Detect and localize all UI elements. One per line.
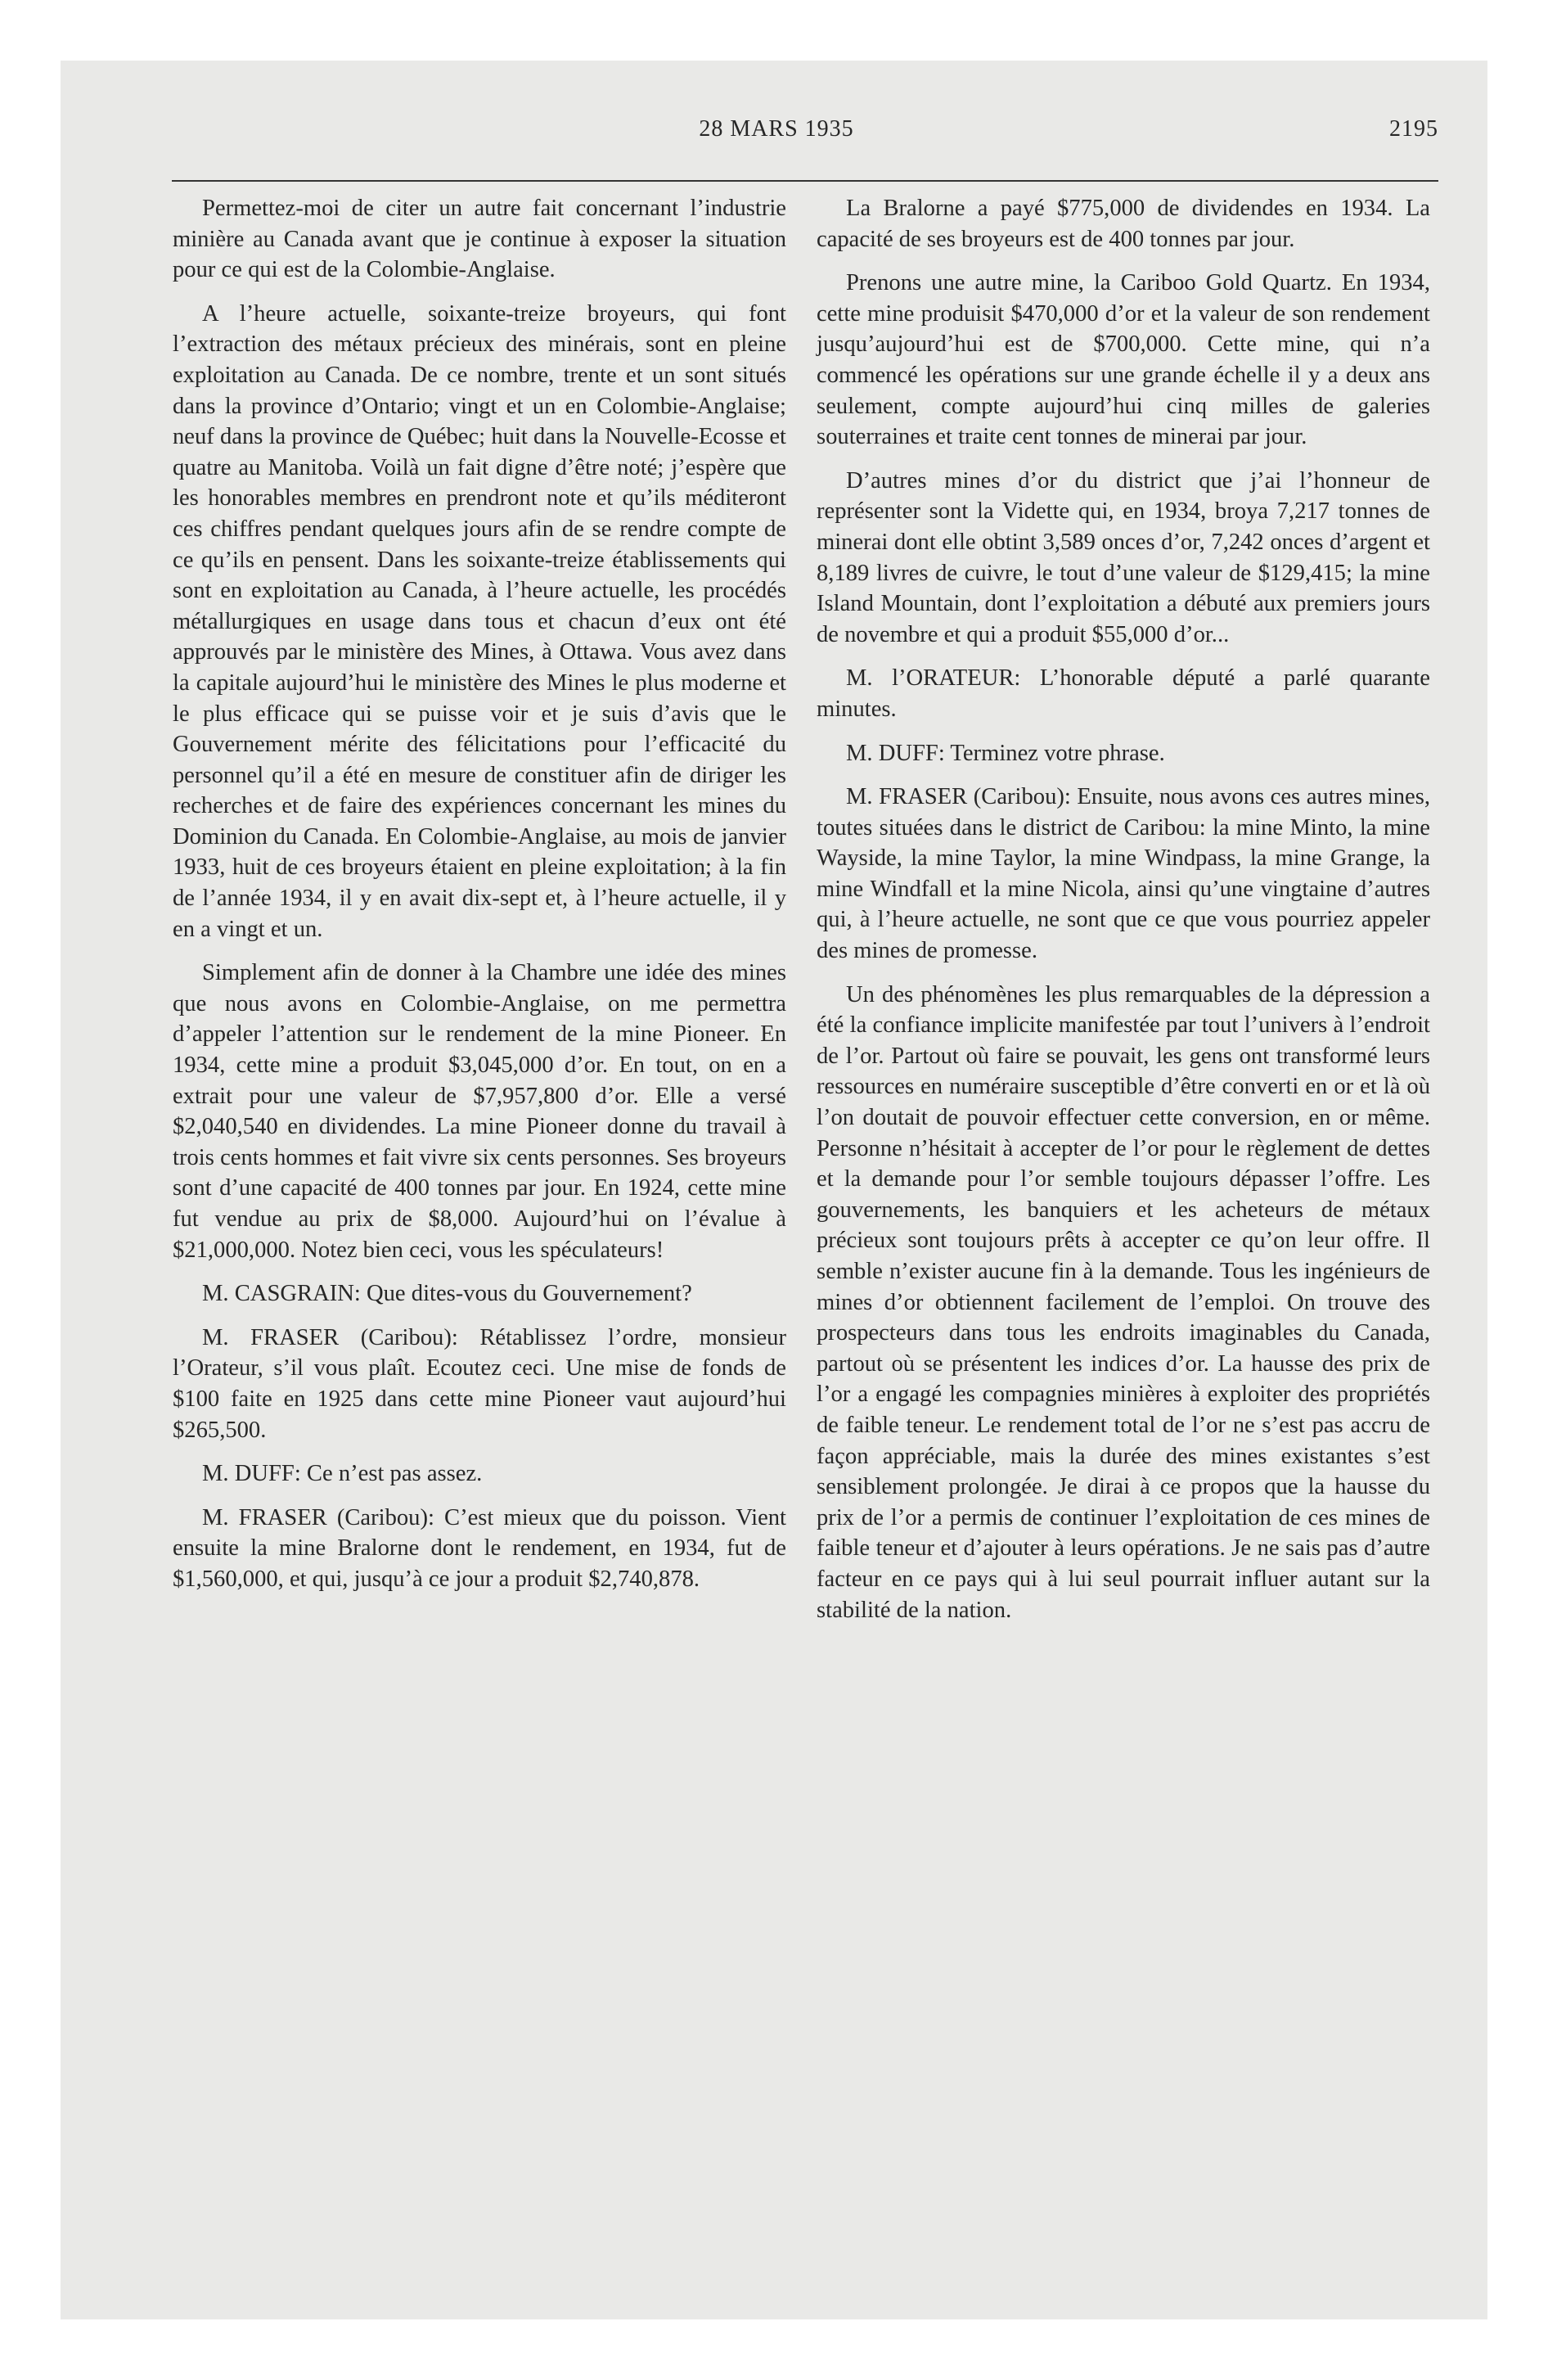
paragraph: M. FRASER (Caribou): Ensuite, nous avons ces autres mines, toutes situées dans le district de Caribou: la mine Minto, la mine Wayside, la mine Taylor, la mine Windpass, la mine Grange, la mine Windfall et la mine Nicola, ainsi qu’une vingtaine d’autres qui, à l’heure actuelle, ne sont que ce que vous pourriez appeler des mines de promesse. [817,784,1430,964]
header-rule [172,180,1438,182]
paragraph: Prenons une autre mine, la Cariboo Gold Quartz. En 1934, cette mine produisit $470,000 d’or et la valeur de son rendement jusqu’aujourd’hui est de $700,000. Cette mine, qui n’a commencé les opérations sur une grande échelle il y a deux ans seulement, compte aujourd’hui cinq milles de galeries souterraines et traite cent tonnes de minerai par jour. [817,270,1430,450]
paragraph: Simplement afin de donner à la Chambre une idée des mines que nous avons en Colombie-Anglaise, on me permettra d’appeler l’attention sur le rendement de la mine Pioneer. En 1934, cette mine a produit $3,045,000 d’or. En tout, on en a extrait pour une valeur de $7,957,800 d’or. Elle a versé $2,040,540 en dividendes. La mine Pioneer donne du travail à trois cents hommes et fait vivre six cents personnes. Ses broyeurs sont d’une capacité de 400 tonnes par jour. En 1924, cette mine fut vendue au prix de $8,000. Aujourd’hui on l’évalue à $21,000,000. Notez bien ceci, vous les spéculateurs! [173,960,786,1263]
paragraph: Permettez-moi de citer un autre fait concernant l’industrie minière au Canada avant que je continue à exposer la situation pour ce qui est de la Colombie-Anglaise. [173,196,786,283]
right-column [817,193,1430,1639]
paragraph: La Bralorne a payé $775,000 de dividendes en 1934. La capacité de ses broyeurs est de 400 tonnes par jour. [817,196,1430,252]
paragraph: M. DUFF: Ce n’est pas assez. [202,1461,483,1487]
header-date: 28 MARS 1935 [699,116,854,142]
paragraph: M. l’ORATEUR: L’honorable député a parlé quarante minutes. [817,665,1430,722]
left-column [173,193,786,1608]
paragraph: Un des phénomènes les plus remarquables de la dépression a été la confiance implicite manifestée par tout l’univers à l’endroit de l’or. Partout où faire se pouvait, les gens ont transformé leurs ressources en numéraire susceptible d’être converti en or et là où l’on doutait de pouvoir effectuer cette conversion, en or même. Personne n’hésitait à accepter de l’or pour le règlement de dettes et la demande pour l’or semble toujours dépasser l’offre. Les gouvernements, les banquiers et les acheteurs de métaux précieux sont toujours prêts à accepter ce qu’on leur offre. Il semble n’exister aucune fin à la demande. Tous les ingénieurs de mines d’or obtiennent facilement de l’emploi. On trouve des prospecteurs dans tous les endroits imaginables du Canada, partout où se présentent les indices d’or. La hausse des prix de l’or a engagé les compagnies minières à exploiter des propriétés de faible teneur. Le rendement total de l’or ne s’est pas accru de façon appréciable, mais la durée des mines existantes s’est sensiblement prolongée. Je dirai à ce propos que la hausse du prix de l’or a permis de continuer l’exploitation de ces mines de faible teneur et d’ajouter à leurs opérations. Je ne sais pas d’autre facteur en ce pays qui à lui seul pourrait influer autant sur la stabilité de la nation. [817,981,1430,1623]
page-header [115,116,1438,149]
paragraph: M. FRASER (Caribou): Rétablissez l’ordre, monsieur l’Orateur, s’il vous plaît. Ecoutez ceci. Une mise de fonds de $100 faite en 1925 dans cette mine Pioneer vaut aujourd’hui $265,500. [173,1324,786,1443]
paragraph: D’autres mines d’or du district que j’ai l’honneur de représenter sont la Vidette qui, en 1934, broya 7,217 tonnes de minerai dont elle obtint 3,589 onces d’or, 7,242 onces d’argent et 8,189 livres de cuivre, le tout d’une valeur de $129,415; la mine Island Mountain, dont l’exploitation a débuté aux premiers jours de novembre et qui a produit $55,000 d’or... [817,467,1430,647]
paragraph: M. DUFF: Terminez votre phrase. [846,740,1165,766]
paragraph: M. FRASER (Caribou): C’est mieux que du poisson. Vient ensuite la mine Bralorne dont le rendement, en 1934, fut de $1,560,000, et qui, jusqu’à ce jour a produit $2,740,878. [173,1504,786,1592]
paragraph: A l’heure actuelle, soixante-treize broyeurs, qui font l’extraction des métaux précieux des minérais, sont en pleine exploitation au Canada. De ce nombre, trente et un sont situés dans la province d’Ontario; vingt et un en Colombie-Anglaise; neuf dans la province de Québec; huit dans la Nouvelle-Ecosse et quatre au Manitoba. Voilà un fait digne d’être noté; j’espère que les honorables membres en prendront note et qu’ils méditeront ces chiffres pendant quelques jours afin de se rendre compte de ce qu’ils en pensent. Dans les soixante-treize établissements qui sont en exploitation au Canada, à l’heure actuelle, les procédés métallurgiques en usage dans tous et chacun d’eux ont été approuvés par le ministère des Mines, à Ottawa. Vous avez dans la capitale aujourd’hui le ministère des Mines le plus moderne et le plus efficace qui se puisse voir et je suis d’avis que le Gouvernement mérite des félicitations pour l’efficacité du personnel qu’il a été en mesure de constituer afin de diriger les recherches et de faire des expériences concernant les mines du Dominion du Canada. En Colombie-Anglaise, au mois de janvier 1933, huit de ces broyeurs étaient en pleine exploitation; à la fin de l’année 1934, il y en avait dix-sept et, à l’heure actuelle, il y en a vingt et un. [173,300,786,942]
paragraph: M. CASGRAIN: Que dites-vous du Gouvernement? [202,1281,692,1307]
page-number: 2195 [1389,116,1438,142]
